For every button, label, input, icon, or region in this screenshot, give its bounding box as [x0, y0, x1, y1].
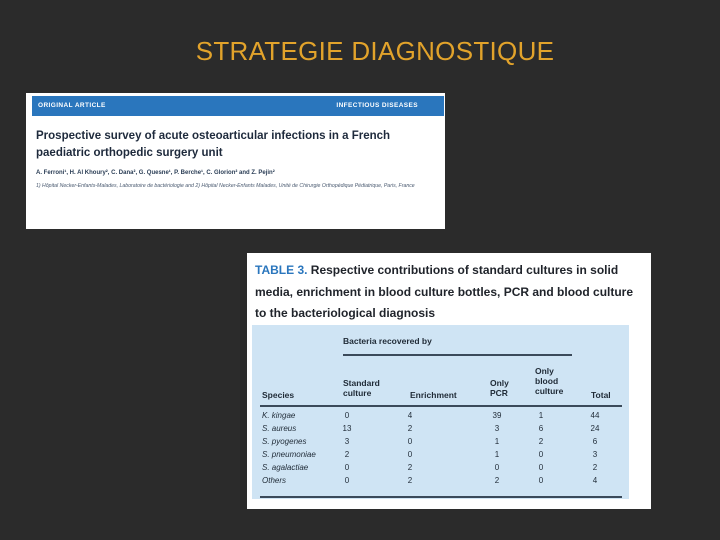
- table-cell-total: 2: [592, 463, 598, 472]
- table-cell-total: 6: [592, 437, 598, 446]
- table-cell-standard: 0: [344, 411, 350, 420]
- table-cell-species: S. pyogenes: [262, 437, 307, 446]
- table-cell-blood: 1: [538, 411, 544, 420]
- table-cell-blood: 6: [538, 424, 544, 433]
- table-cell-pcr: 0: [494, 463, 500, 472]
- table-cell-pcr: 2: [494, 476, 500, 485]
- col-only-pcr: Only PCR: [490, 378, 509, 398]
- table-cell-enrichment: 0: [407, 437, 413, 446]
- table-cell-blood: 0: [538, 450, 544, 459]
- table-cell-standard: 0: [344, 476, 350, 485]
- group-header-rule: [343, 354, 572, 356]
- table-caption: [255, 260, 639, 325]
- table-cell-total: 24: [590, 424, 600, 433]
- article-authors: A. Ferroni¹, H. Al Khoury², C. Dana², G. Quesne¹, P. Berche¹, C. Glorion² and Z. Pejin²: [36, 170, 275, 176]
- col-only-blood-culture: Only blood culture: [535, 366, 564, 396]
- table-cell-enrichment: 2: [407, 476, 413, 485]
- group-header: Bacteria recovered by: [343, 336, 432, 346]
- table-cell-enrichment: 0: [407, 450, 413, 459]
- table-cell-enrichment: 4: [407, 411, 413, 420]
- table-cell-total: 4: [592, 476, 598, 485]
- table-cell-pcr: 1: [494, 437, 500, 446]
- table-cell-standard: 13: [342, 424, 352, 433]
- table-cell-species: S. agalactiae: [262, 463, 309, 472]
- article-header-image: [26, 93, 445, 229]
- col-species: Species: [262, 390, 295, 400]
- article-affiliation: 1) Hôpital Necker-Enfants-Malades, Laboratoire de bactériologie and 2) Hôpital Necker-Enfants Malades, Unité de Chirurgie Orthopédique Pédiatrique, Paris, France: [36, 183, 415, 189]
- table-cell-blood: 0: [538, 476, 544, 485]
- table-panel: [252, 325, 629, 499]
- table-cell-enrichment: 2: [407, 424, 413, 433]
- section-label-left: ORIGINAL ARTICLE: [38, 102, 106, 109]
- header-rule: [260, 405, 622, 407]
- table-cell-total: 44: [590, 411, 600, 420]
- col-standard-culture: Standard culture: [343, 378, 380, 398]
- article-section-bar: [32, 96, 444, 116]
- table-image: [247, 253, 651, 509]
- table-cell-pcr: 1: [494, 450, 500, 459]
- table-cell-standard: 3: [344, 437, 350, 446]
- bottom-rule: [260, 496, 622, 498]
- table-cell-species: Others: [262, 476, 287, 485]
- section-label-right: INFECTIOUS DISEASES: [336, 102, 418, 109]
- table-cell-standard: 2: [344, 450, 350, 459]
- article-title: Prospective survey of acute osteoarticular infections in a French paediatric orthopedic surgery unit: [36, 130, 391, 159]
- table-cell-blood: 2: [538, 437, 544, 446]
- table-cell-species: K. kingae: [262, 411, 296, 420]
- table-cell-total: 3: [592, 450, 598, 459]
- col-total: Total: [591, 390, 611, 400]
- table-cell-pcr: 3: [494, 424, 500, 433]
- table-cell-enrichment: 2: [407, 463, 413, 472]
- slide-title: STRATEGIE DIAGNOSTIQUE: [195, 36, 555, 66]
- table-caption-text: Respective contributions of standard cultures in solid media, enrichment in blood culture bottles, PCR and blood culture to the bacteriological diagnosis: [255, 263, 634, 320]
- table-caption-lead: TABLE 3.: [255, 263, 308, 277]
- table-cell-blood: 0: [538, 463, 544, 472]
- table-cell-species: S. aureus: [262, 424, 297, 433]
- table-cell-standard: 0: [344, 463, 350, 472]
- table-cell-species: S. pneumoniae: [262, 450, 316, 459]
- table-cell-pcr: 39: [492, 411, 502, 420]
- col-enrichment: Enrichment: [410, 390, 457, 400]
